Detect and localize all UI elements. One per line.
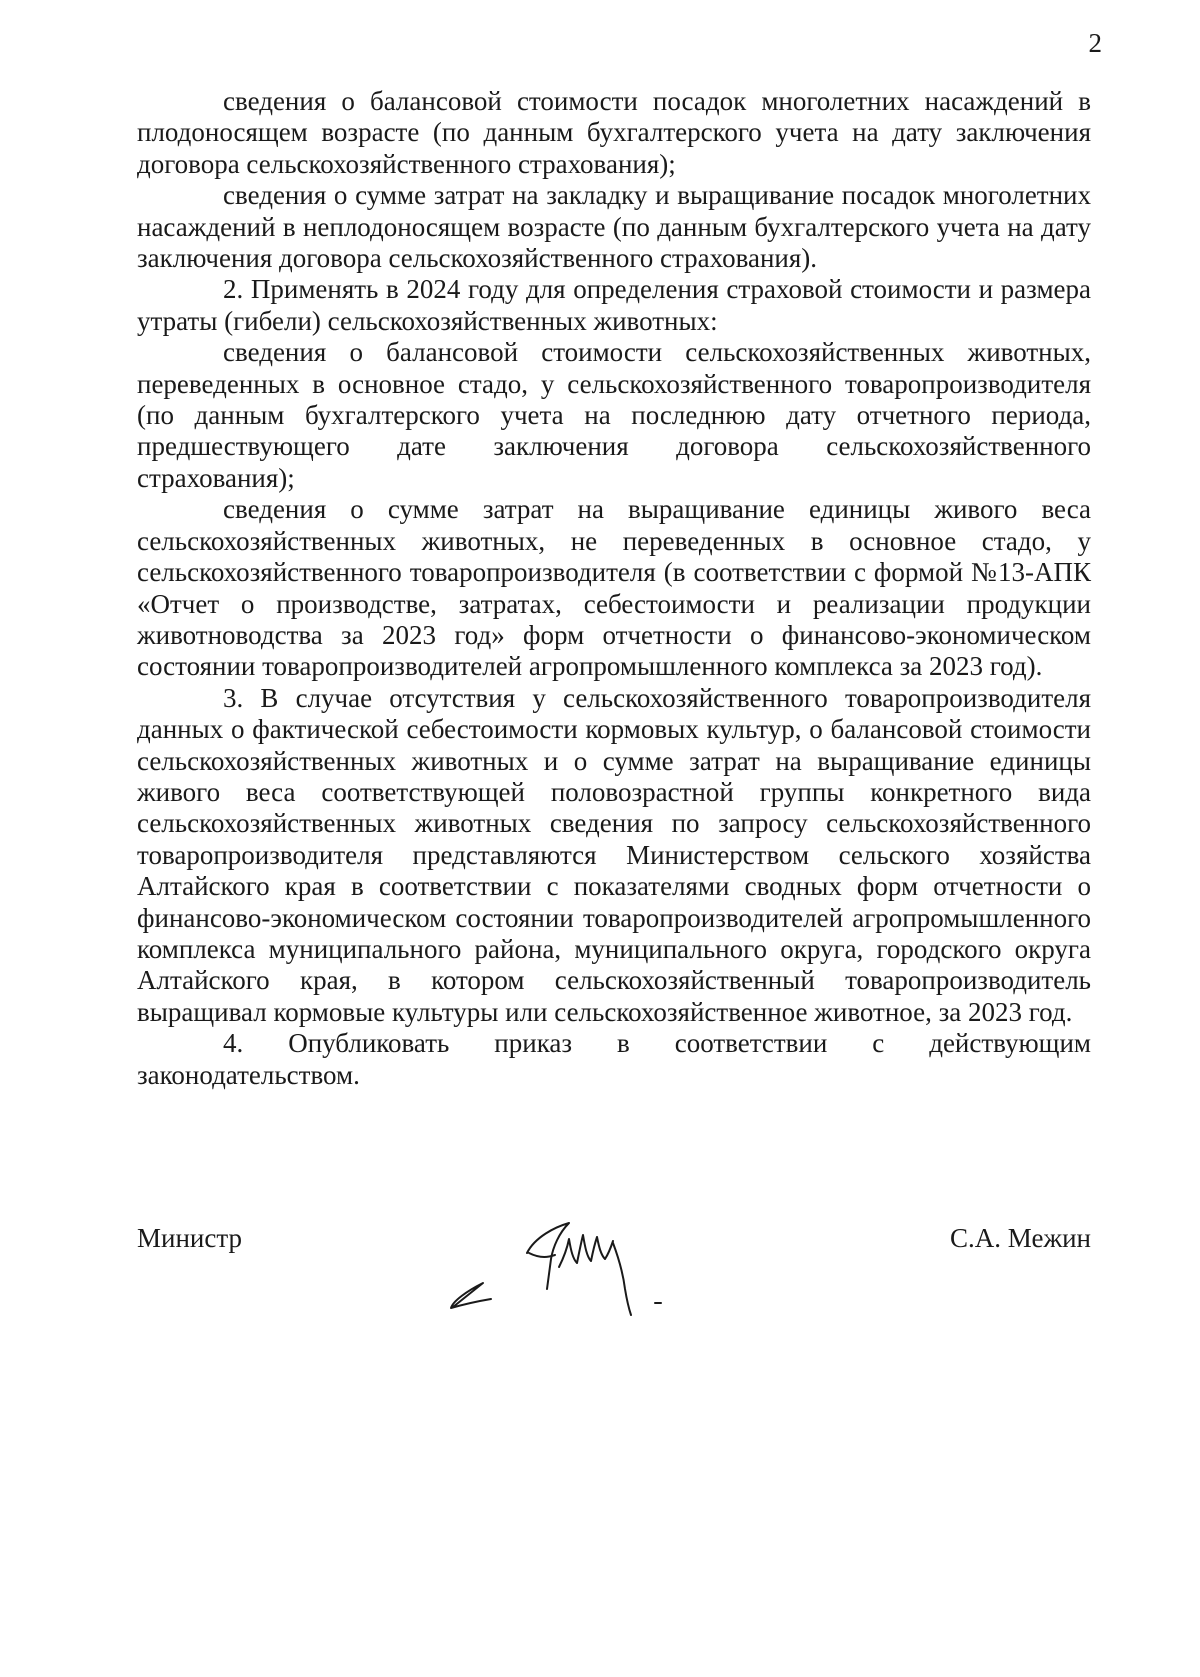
paragraph-balance-perennial: сведения о балансовой стоимости посадок многолетних насаждений в плодоносящем возрасте (по данным бухгалтерского учета на дату заключения договора сельскохозяйственного страхования); (137, 86, 1091, 179)
paragraph-balance-animals: сведения о балансовой стоимости сельскохозяйственных животных, переведенных в основное стадо, у сельскохозяйственного товаропроизводителя (по данным бухгалтерского учета на последнюю дату отчетного периода, предшествующего дате заключения договора сельскохозяйственного страхования); (137, 337, 1091, 493)
paragraph-costs-perennial: сведения о сумме затрат на закладку и выращивание посадок многолетних насаждений в неплодоносящем возрасте (по данным бухгалтерского учета на дату заключения договора сельскохозяйственного страхования). (137, 180, 1091, 274)
page-number: 2 (1088, 28, 1102, 58)
paragraph-item-3: 3. В случае отсутствия у сельскохозяйственного товаропроизводителя данных о фактической себестоимости кормовых культур, о балансовой стоимости сельскохозяйственных животных и о сумме затрат на выращивание единицы живого веса соответствующей половозрастной группы конкретного вида сельскохозяйственных животных сведения по запросу сельскохозяйственного товаропроизводителя представляются Министерством сельского хозяйства Алтайского края в соответствии с показателями сводных форм отчетности о финансово-экономическом состоянии товаропроизводителей агропромышленного комплекса муниципального района, муниципального округа, городского округа Алтайского края, в котором сельскохозяйственный товаропроизводитель выращивал кормовые культуры или сельскохозяйственное животное, за 2023 год. (137, 682, 1091, 1027)
handwritten-signature (409, 1209, 709, 1329)
signer-position: Министр (137, 1223, 242, 1253)
paragraph-item-4: 4. Опубликовать приказ в соответствии с действующим законодательством. (137, 1028, 1091, 1090)
paragraph-costs-animals: сведения о сумме затрат на выращивание единицы живого веса сельскохозяйственных животных, не переведенных в основное стадо, у сельскохозяйственного товаропроизводителя (в соответствии с формой №13-АПК «Отчет о производстве, затратах, себестоимости и реализации продукции животноводства за 2023 год» форм отчетности о финансово-экономическом состоянии товаропроизводителей агропромышленного комплекса за 2023 год). (137, 494, 1091, 682)
signer-name: С.А. Межин (950, 1223, 1091, 1253)
paragraph-item-2: 2. Применять в 2024 году для определения страховой стоимости и размера утраты (гибели) сельскохозяйственных животных: (137, 274, 1091, 336)
document-body (137, 86, 1091, 1091)
signature-block (137, 1223, 1091, 1343)
